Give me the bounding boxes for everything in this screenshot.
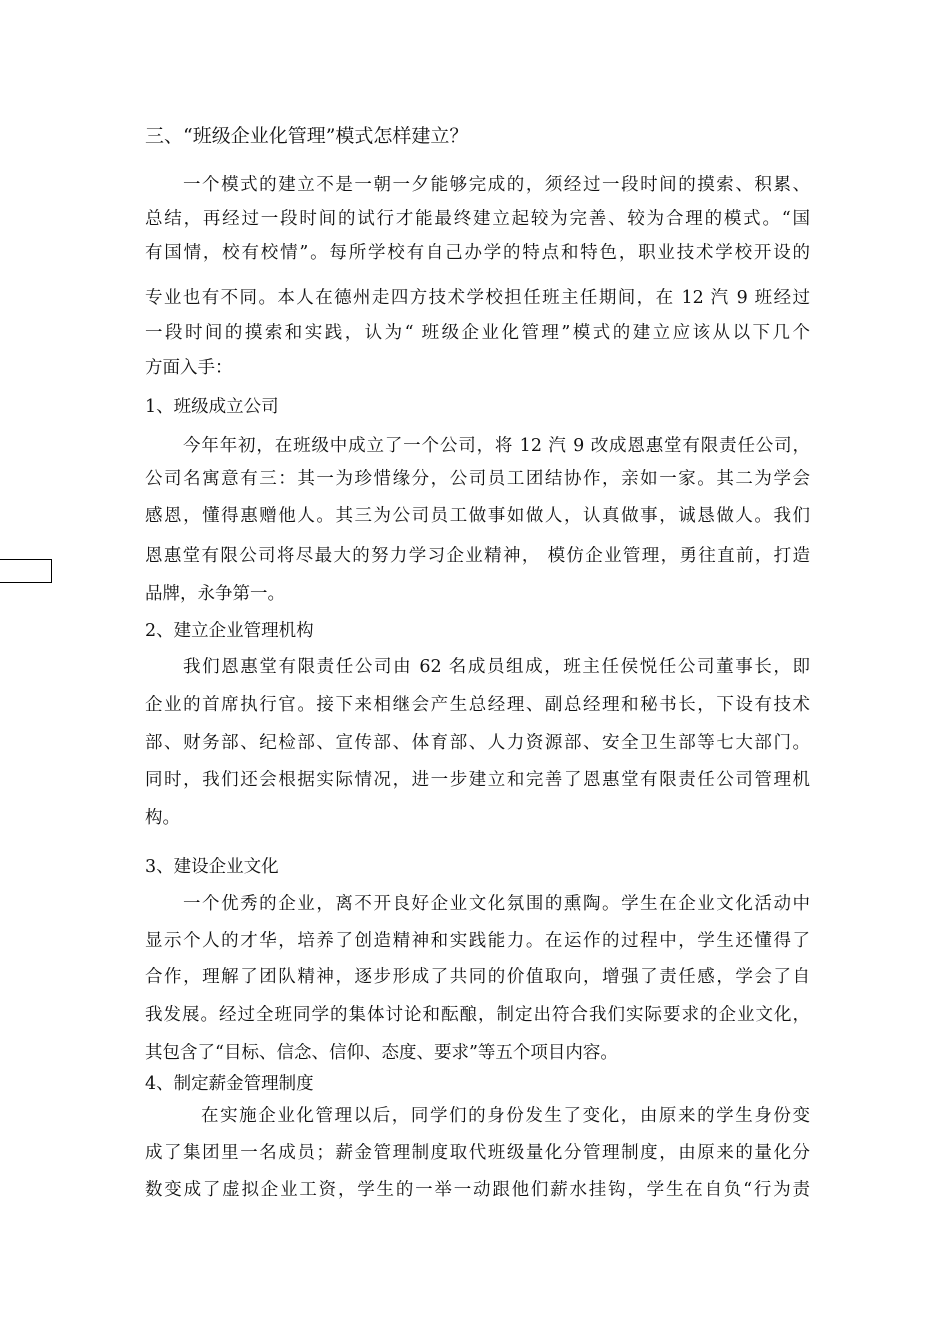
intro-line: 一段时间的摸索和实践，认为“ 班级企业化管理”模式的建立应该从以下几个 bbox=[145, 323, 810, 343]
section-2-line: 构。 bbox=[145, 808, 180, 828]
intro-line: 有国情，校有校情”。每所学校有自己办学的特点和特色，职业技术学校开设的 bbox=[145, 243, 810, 263]
margin-marker-box bbox=[0, 559, 52, 583]
section-2-line: 企业的首席执行官。接下来相继会产生总经理、副总经理和秘书长，下设有技术 bbox=[145, 695, 810, 715]
section-2-line: 同时，我们还会根据实际情况，进一步建立和完善了恩惠堂有限责任公司管理机 bbox=[145, 770, 810, 790]
section-1-line: 公司名寓意有三：其一为珍惜缘分，公司员工团结协作，亲如一家。其二为学会 bbox=[145, 469, 810, 489]
section-3-line: 我发展。经过全班同学的集体讨论和酝酿，制定出符合我们实际要求的企业文化， bbox=[145, 1005, 810, 1025]
section-1-line: 恩惠堂有限公司将尽最大的努力学习企业精神， 模仿企业管理，勇往直前，打造 bbox=[145, 546, 810, 566]
intro-line: 一个模式的建立不是一朝一夕能够完成的，须经过一段时间的摸索、积累、 bbox=[183, 175, 810, 195]
section-1-line: 感恩，懂得惠赠他人。其三为公司员工做事如做人，认真做事，诚恳做人。我们 bbox=[145, 506, 810, 526]
section-4-title: 4、制定薪金管理制度 bbox=[145, 1074, 314, 1094]
section-1-title: 1、班级成立公司 bbox=[145, 397, 279, 417]
section-2-line: 部、财务部、纪检部、宣传部、体育部、人力资源部、安全卫生部等七大部门。 bbox=[145, 733, 810, 753]
section-4-line: 数变成了虚拟企业工资，学生的一举一动跟他们薪水挂钩，学生在自负“行为责 bbox=[145, 1180, 810, 1200]
section-3-title: 3、建设企业文化 bbox=[145, 857, 279, 877]
section-title: 三、“班级企业化管理”模式怎样建立？ bbox=[145, 125, 469, 147]
section-2-title: 2、建立企业管理机构 bbox=[145, 621, 314, 641]
section-3-line: 其包含了“目标、信念、信仰、态度、要求”等五个项目内容。 bbox=[145, 1043, 618, 1063]
section-4-line: 成了集团里一名成员；薪金管理制度取代班级量化分管理制度，由原来的量化分 bbox=[145, 1143, 810, 1163]
section-4-line: 在实施企业化管理以后，同学们的身份发生了变化，由原来的学生身份变 bbox=[201, 1106, 810, 1126]
section-1-line: 今年年初，在班级中成立了一个公司，将 12 汽 9 改成恩惠堂有限责任公司， bbox=[183, 436, 810, 456]
intro-line: 专业也有不同。本人在德州走四方技术学校担任班主任期间，在 12 汽 9 班经过 bbox=[145, 288, 810, 308]
section-1-line: 品牌，永争第一。 bbox=[145, 584, 285, 604]
intro-line: 方面入手： bbox=[145, 358, 233, 378]
intro-line: 总结，再经过一段时间的试行才能最终建立起较为完善、较为合理的模式。“国 bbox=[145, 209, 810, 229]
section-3-line: 显示个人的才华，培养了创造精神和实践能力。在运作的过程中，学生还懂得了 bbox=[145, 931, 810, 951]
section-3-line: 一个优秀的企业，离不开良好企业文化氛围的熏陶。学生在企业文化活动中 bbox=[183, 894, 810, 914]
section-3-line: 合作，理解了团队精神，逐步形成了共同的价值取向，增强了责任感，学会了自 bbox=[145, 967, 810, 987]
section-2-line: 我们恩惠堂有限责任公司由 62 名成员组成，班主任侯悦任公司董事长，即 bbox=[183, 657, 810, 677]
